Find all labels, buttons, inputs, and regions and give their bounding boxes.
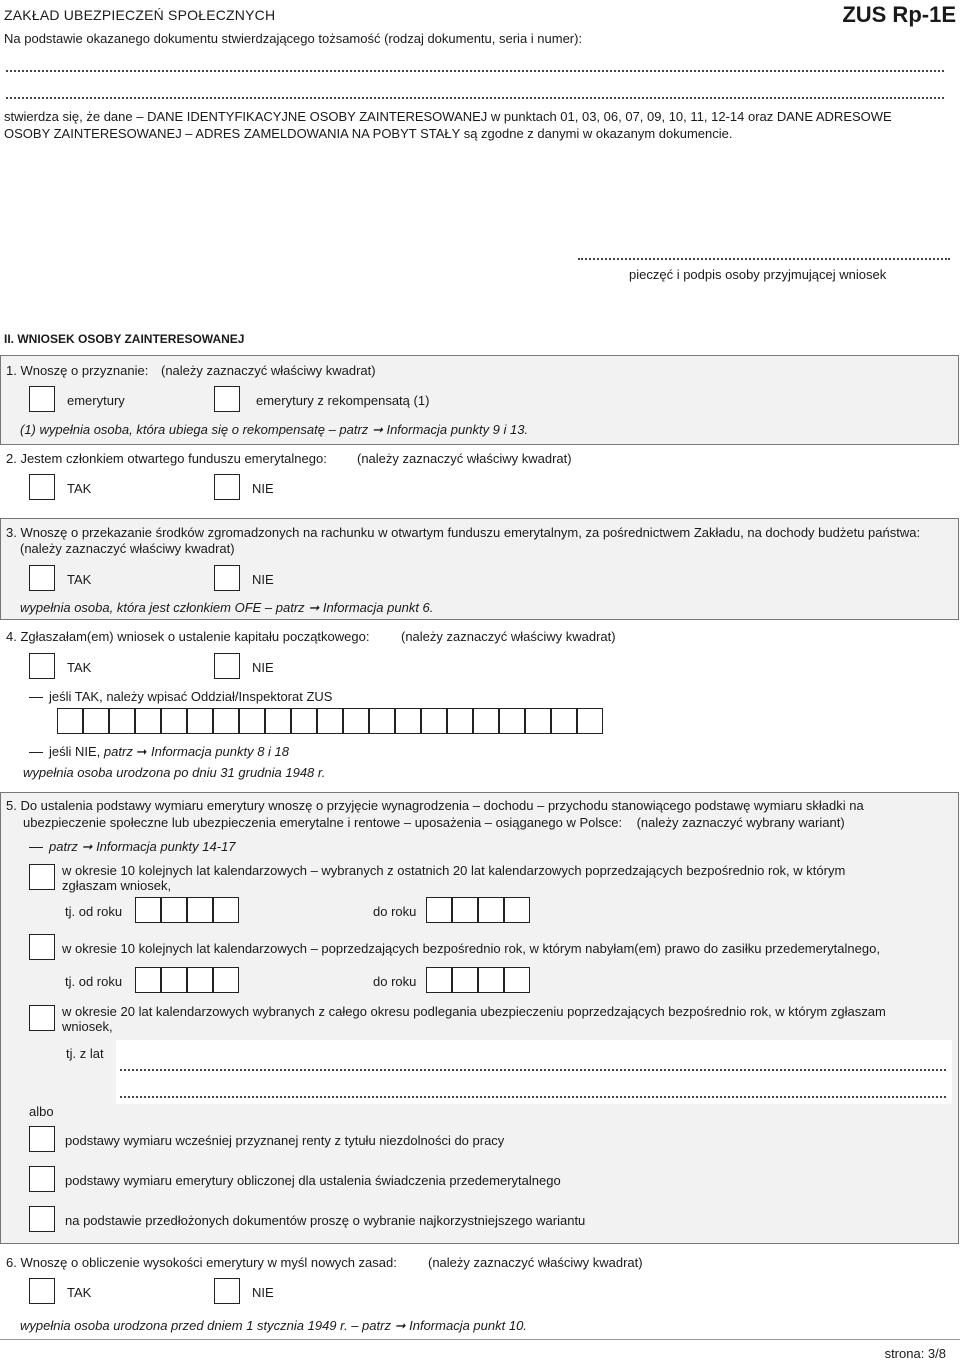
q5-opt5-label: podstawy wymiaru emerytury obliczonej dla ustalenia świadczenia przedemerytalnego	[65, 1173, 561, 1188]
q4-if-yes: jeśli TAK, należy wpisać Oddział/Inspektorat ZUS	[29, 689, 332, 704]
q4-if-no: jeśli NIE, patrz ➞ Informacja punkty 8 i 18	[29, 744, 289, 760]
identity-intro: Na podstawie okazanego dokumentu stwierdzającego tożsamość (rodzaj dokumentu, seria i numer):	[4, 31, 583, 46]
q1-pension-label: emerytury	[67, 393, 125, 408]
q4-yes-label: TAK	[67, 660, 92, 675]
q5-opt3-label: w okresie 20 lat kalendarzowych wybranych z całego okresu podlegania ubezpieczeniu poprzedzających bezpośrednio rok, w którym zgłaszam wniosek,	[62, 1004, 886, 1034]
form-code: ZUS Rp-1E	[842, 2, 956, 27]
q6-no-label: NIE	[252, 1285, 274, 1300]
q6-label: 6. Wnoszę o obliczenie wysokości emerytury w myśl nowych zasad:	[6, 1255, 397, 1270]
q1-label: 1. Wnoszę o przyznanie:	[6, 363, 149, 378]
identity-line-1[interactable]	[6, 70, 944, 72]
q3-yes-checkbox[interactable]	[29, 565, 55, 591]
q5-opt4-label: podstawy wymiaru wcześniej przyznanej renty z tytułu niezdolności do pracy	[65, 1133, 505, 1148]
q3-no-checkbox[interactable]	[214, 565, 240, 591]
q5-opt3-years-line-1[interactable]	[120, 1069, 946, 1071]
q2-label: 2. Jestem członkiem otwartego funduszu emerytalnego:	[6, 451, 327, 466]
q5-opt6-label: na podstawie przedłożonych dokumentów proszę o wybranie najkorzystniejszego wariantu	[65, 1213, 586, 1228]
q2-yes-label: TAK	[67, 481, 92, 496]
q5-label-1: 5. Do ustalenia podstawy wymiaru emerytury wnoszę o przyjęcie wynagrodzenia – dochodu – przychodu stanowiącego podstawę wymiaru składki na	[6, 798, 864, 813]
arrow-right-icon: ➞	[394, 1318, 406, 1333]
q3-yes-label: TAK	[67, 572, 92, 587]
q5-opt2-from-cells[interactable]	[135, 967, 239, 993]
q5-see: patrz ➞ Informacja punkty 14-17	[29, 839, 236, 855]
q1-pension-checkbox[interactable]	[29, 386, 55, 412]
q1-hint: (należy zaznaczyć właściwy kwadrat)	[161, 363, 376, 378]
q1-compensation-label: emerytury z rekompensatą (1)	[256, 393, 430, 408]
q5-opt3-checkbox[interactable]	[29, 1005, 55, 1031]
q2-no-label: NIE	[252, 481, 274, 496]
section-title: II. WNIOSEK OSOBY ZAINTERESOWANEJ	[4, 332, 245, 346]
q4-branch-cells[interactable]	[57, 708, 603, 734]
stamp-caption: pieczęć i podpis osoby przyjmującej wniosek	[629, 267, 887, 282]
q5-opt1-from-cells[interactable]	[135, 897, 239, 923]
q4-label: 4. Zgłaszałam(em) wniosek o ustalenie kapitału początkowego:	[6, 629, 370, 644]
q5-label-2: ubezpieczenie społeczne lub ubezpieczenia emerytalne i rentowe – uposażenia – osiąganego w Polsce: (należy zaznaczyć wybrany wariant)	[23, 815, 845, 830]
q4-note: wypełnia osoba urodzona po dniu 31 grudnia 1948 r.	[23, 765, 326, 780]
q5-opt2-checkbox[interactable]	[29, 934, 55, 960]
q5-opt2-label: w okresie 10 kolejnych lat kalendarzowych – poprzedzających bezpośrednio rok, w którym nabyłam(em) prawo do zasiłku przedemerytalnego,	[62, 941, 880, 956]
q5-opt3-years-line-2[interactable]	[120, 1096, 946, 1098]
q5-opt3-years-label: tj. z lat	[66, 1046, 104, 1061]
q2-no-checkbox[interactable]	[214, 474, 240, 500]
institution-name: ZAKŁAD UBEZPIECZEŃ SPOŁECZNYCH	[4, 7, 276, 23]
q3-no-label: NIE	[252, 572, 274, 587]
q1-note: (1) wypełnia osoba, która ubiega się o rekompensatę – patrz ➞ Informacja punkty 9 i 13.	[20, 422, 529, 437]
q5-opt6-checkbox[interactable]	[29, 1206, 55, 1232]
page-number: strona: 3/8	[884, 1346, 946, 1361]
q6-hint: (należy zaznaczyć właściwy kwadrat)	[428, 1255, 643, 1270]
q3-label: 3. Wnoszę o przekazanie środków zgromadzonych na rachunku w otwartym funduszu emerytalnym, za pośrednictwem Zakładu, na dochody budżetu państwa:	[6, 525, 921, 540]
q4-hint: (należy zaznaczyć właściwy kwadrat)	[401, 629, 616, 644]
q5-opt2-from-label: tj. od roku	[65, 974, 123, 989]
confirm-text-2: OSOBY ZAINTERESOWANEJ – ADRES ZAMELDOWANIA NA POBYT STAŁY są zgodne z danymi w okazanym dokumencie.	[4, 126, 733, 141]
arrow-right-icon: ➞	[308, 600, 320, 615]
q5-opt5-checkbox[interactable]	[29, 1166, 55, 1192]
q6-yes-checkbox[interactable]	[29, 1278, 55, 1304]
identity-line-2[interactable]	[6, 97, 944, 99]
q6-no-checkbox[interactable]	[214, 1278, 240, 1304]
q5-opt1-from-label: tj. od roku	[65, 904, 123, 919]
q5-opt1-to-label: do roku	[373, 904, 417, 919]
q5-or-label: albo	[29, 1104, 54, 1119]
q4-no-checkbox[interactable]	[214, 653, 240, 679]
q2-hint: (należy zaznaczyć właściwy kwadrat)	[357, 451, 572, 466]
footer-divider	[0, 1339, 960, 1340]
q5-opt1-checkbox[interactable]	[29, 864, 55, 890]
q6-note: wypełnia osoba urodzona przed dniem 1 stycznia 1949 r. – patrz ➞ Informacja punkt 10.	[20, 1318, 527, 1333]
q4-yes-checkbox[interactable]	[29, 653, 55, 679]
q5-opt4-checkbox[interactable]	[29, 1126, 55, 1152]
q2-yes-checkbox[interactable]	[29, 474, 55, 500]
q4-no-label: NIE	[252, 660, 274, 675]
arrow-right-icon: ➞	[371, 422, 383, 437]
confirm-text-1: stwierdza się, że dane – DANE IDENTYFIKACYJNE OSOBY ZAINTERESOWANEJ w punktach 01, 03, 06, 07, 09, 10, 11, 12-14 oraz DANE ADRESOWE	[4, 109, 892, 124]
q5-opt3-years-area[interactable]	[116, 1040, 952, 1104]
q5-opt1-label: w okresie 10 kolejnych lat kalendarzowych – wybranych z ostatnich 20 lat kalendarzowych poprzedzających bezpośrednio rok, w którym zgłaszam wniosek,	[62, 863, 846, 893]
q3-note: wypełnia osoba, która jest członkiem OFE – patrz ➞ Informacja punkt 6.	[20, 600, 434, 615]
q5-opt2-to-cells[interactable]	[426, 967, 530, 993]
arrow-right-icon: ➞	[81, 839, 93, 854]
signature-line[interactable]	[578, 258, 950, 260]
q3-hint: (należy zaznaczyć właściwy kwadrat)	[20, 541, 235, 556]
q6-yes-label: TAK	[67, 1285, 92, 1300]
q5-opt1-to-cells[interactable]	[426, 897, 530, 923]
arrow-right-icon: ➞	[136, 744, 148, 759]
q5-opt2-to-label: do roku	[373, 974, 417, 989]
q1-compensation-checkbox[interactable]	[214, 386, 240, 412]
